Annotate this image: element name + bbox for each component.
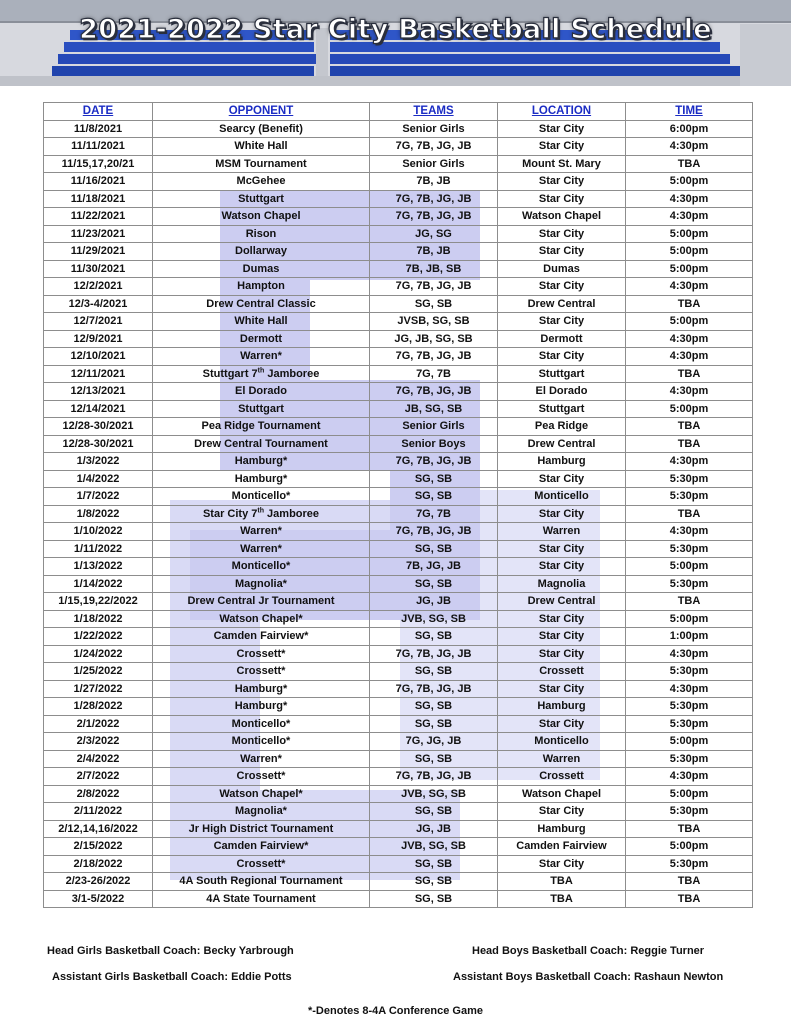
cell-date: 12/7/2021 [44, 313, 153, 331]
cell-date: 12/11/2021 [44, 365, 153, 383]
cell-date: 11/22/2021 [44, 208, 153, 226]
cell-date: 12/3-4/2021 [44, 295, 153, 313]
column-header-teams: TEAMS [370, 103, 498, 121]
cell-date: 1/22/2022 [44, 628, 153, 646]
cell-teams: 7B, JB, SB [370, 260, 498, 278]
table-row [44, 295, 753, 313]
cell-time: 4:30pm [626, 645, 753, 663]
table-row [44, 330, 753, 348]
cell-opponent: Searcy (Benefit) [153, 120, 370, 138]
cell-time: 5:00pm [626, 173, 753, 191]
cell-teams: SG, SB [370, 663, 498, 681]
cell-teams: SG, SB [370, 750, 498, 768]
cell-opponent: Hamburg* [153, 698, 370, 716]
cell-teams: SG, SB [370, 698, 498, 716]
cell-opponent: 4A State Tournament [153, 890, 370, 908]
cell-location: Star City [498, 278, 626, 296]
table-row [44, 785, 753, 803]
table-row [44, 768, 753, 786]
cell-opponent: Crossett* [153, 663, 370, 681]
cell-date: 1/7/2022 [44, 488, 153, 506]
table-row [44, 663, 753, 681]
cell-location: Star City [498, 138, 626, 156]
table-row [44, 243, 753, 261]
cell-location: Hamburg [498, 698, 626, 716]
cell-location: Star City [498, 558, 626, 576]
cell-opponent: Dollarway [153, 243, 370, 261]
table-row [44, 400, 753, 418]
cell-opponent: Monticello* [153, 733, 370, 751]
cell-opponent: Crossett* [153, 645, 370, 663]
cell-location: Star City [498, 190, 626, 208]
cell-date: 2/7/2022 [44, 768, 153, 786]
cell-date: 11/23/2021 [44, 225, 153, 243]
table-row [44, 348, 753, 366]
cell-time: 5:00pm [626, 785, 753, 803]
cell-teams: JB, SG, SB [370, 400, 498, 418]
cell-teams: Senior Girls [370, 120, 498, 138]
cell-time: 4:30pm [626, 208, 753, 226]
cell-teams: SG, SB [370, 890, 498, 908]
cell-date: 12/28-30/2021 [44, 435, 153, 453]
cell-opponent: Hamburg* [153, 470, 370, 488]
cell-teams: SG, SB [370, 575, 498, 593]
cell-teams: SG, SB [370, 803, 498, 821]
cell-time: 5:30pm [626, 750, 753, 768]
cell-location: Magnolia [498, 575, 626, 593]
cell-time: 5:30pm [626, 663, 753, 681]
cell-location: Stuttgart [498, 365, 626, 383]
table-row [44, 698, 753, 716]
table-row [44, 155, 753, 173]
schedule-table-body [44, 120, 753, 908]
cell-opponent: Dumas [153, 260, 370, 278]
cell-opponent: Pea Ridge Tournament [153, 418, 370, 436]
cell-location: Pea Ridge [498, 418, 626, 436]
cell-teams: JG, JB, SG, SB [370, 330, 498, 348]
cell-opponent: Monticello* [153, 488, 370, 506]
cell-teams: SG, SB [370, 540, 498, 558]
cell-opponent [153, 505, 370, 523]
cell-teams: SG, SB [370, 873, 498, 891]
table-row [44, 715, 753, 733]
cell-opponent: Watson Chapel [153, 208, 370, 226]
cell-location: Warren [498, 523, 626, 541]
cell-teams: SG, SB [370, 628, 498, 646]
cell-teams: SG, SB [370, 855, 498, 873]
cell-time: TBA [626, 435, 753, 453]
cell-opponent: Jr High District Tournament [153, 820, 370, 838]
cell-date: 2/15/2022 [44, 838, 153, 856]
cell-time: 5:00pm [626, 610, 753, 628]
cell-date: 12/2/2021 [44, 278, 153, 296]
cell-teams: JG, JB [370, 820, 498, 838]
cell-teams: SG, SB [370, 470, 498, 488]
head-boys-coach: Head Boys Basketball Coach: Reggie Turner [472, 945, 705, 957]
cell-teams: 7G, 7B, JG, JB [370, 523, 498, 541]
cell-location: Star City [498, 313, 626, 331]
cell-opponent: Hamburg* [153, 453, 370, 471]
cell-location: Star City [498, 680, 626, 698]
cell-opponent: Stuttgart [153, 190, 370, 208]
cell-opponent: Drew Central Classic [153, 295, 370, 313]
cell-location: Star City [498, 348, 626, 366]
cell-teams: Senior Girls [370, 418, 498, 436]
cell-date: 11/15,17,20/21 [44, 155, 153, 173]
cell-time: 5:30pm [626, 715, 753, 733]
cell-date: 12/28-30/2021 [44, 418, 153, 436]
cell-time: 5:00pm [626, 225, 753, 243]
cell-opponent: El Dorado [153, 383, 370, 401]
cell-opponent: Warren* [153, 348, 370, 366]
cell-teams: 7G, JG, JB [370, 733, 498, 751]
cell-time: 5:00pm [626, 838, 753, 856]
cell-time: 5:30pm [626, 855, 753, 873]
cell-location: Star City [498, 803, 626, 821]
cell-location: Star City [498, 225, 626, 243]
cell-date: 1/18/2022 [44, 610, 153, 628]
table-row [44, 558, 753, 576]
column-header-date: DATE [44, 103, 153, 121]
cell-opponent [153, 365, 370, 383]
table-row [44, 610, 753, 628]
cell-location: Monticello [498, 488, 626, 506]
cell-teams: 7G, 7B, JG, JB [370, 138, 498, 156]
cell-date: 1/10/2022 [44, 523, 153, 541]
schedule-table [43, 102, 753, 908]
cell-date: 1/24/2022 [44, 645, 153, 663]
cell-date: 2/4/2022 [44, 750, 153, 768]
cell-opponent: Warren* [153, 750, 370, 768]
cell-date: 11/8/2021 [44, 120, 153, 138]
table-row [44, 680, 753, 698]
cell-teams: SG, SB [370, 715, 498, 733]
table-row [44, 890, 753, 908]
table-row [44, 365, 753, 383]
cell-location: Dermott [498, 330, 626, 348]
column-header-location: LOCATION [498, 103, 626, 121]
cell-date: 11/30/2021 [44, 260, 153, 278]
cell-location: Star City [498, 855, 626, 873]
cell-time: 4:30pm [626, 138, 753, 156]
cell-location: Hamburg [498, 453, 626, 471]
opponent-text: Stuttgart 7 [202, 367, 258, 380]
cell-teams: 7G, 7B, JG, JB [370, 383, 498, 401]
cell-time: 5:00pm [626, 313, 753, 331]
cell-location: Crossett [498, 663, 626, 681]
cell-opponent: Magnolia* [153, 803, 370, 821]
cell-date: 3/1-5/2022 [44, 890, 153, 908]
table-row [44, 120, 753, 138]
cell-teams: SG, SB [370, 488, 498, 506]
cell-teams: SG, SB [370, 295, 498, 313]
cell-opponent: Drew Central Jr Tournament [153, 593, 370, 611]
cell-opponent: Camden Fairview* [153, 628, 370, 646]
cell-time: 4:30pm [626, 348, 753, 366]
cell-time: 4:30pm [626, 330, 753, 348]
cell-time: 4:30pm [626, 278, 753, 296]
cell-teams: JG, SG [370, 225, 498, 243]
cell-time: TBA [626, 295, 753, 313]
table-row [44, 733, 753, 751]
table-row [44, 523, 753, 541]
cell-date: 12/13/2021 [44, 383, 153, 401]
table-row [44, 225, 753, 243]
table-row [44, 505, 753, 523]
cell-teams: JVB, SG, SB [370, 838, 498, 856]
table-row [44, 838, 753, 856]
cell-opponent: Hampton [153, 278, 370, 296]
cell-time: 4:30pm [626, 768, 753, 786]
table-row [44, 820, 753, 838]
cell-opponent: Drew Central Tournament [153, 435, 370, 453]
cell-location: Crossett [498, 768, 626, 786]
cell-date: 1/14/2022 [44, 575, 153, 593]
cell-date: 11/29/2021 [44, 243, 153, 261]
cell-location: TBA [498, 873, 626, 891]
cell-opponent: Watson Chapel* [153, 610, 370, 628]
cell-opponent: Camden Fairview* [153, 838, 370, 856]
cell-opponent: Monticello* [153, 715, 370, 733]
cell-date: 2/18/2022 [44, 855, 153, 873]
cell-time: 4:30pm [626, 383, 753, 401]
cell-location: El Dorado [498, 383, 626, 401]
table-row [44, 628, 753, 646]
cell-teams: 7G, 7B, JG, JB [370, 768, 498, 786]
cell-time: TBA [626, 593, 753, 611]
cell-time: 1:00pm [626, 628, 753, 646]
cell-opponent: Watson Chapel* [153, 785, 370, 803]
cell-date: 11/16/2021 [44, 173, 153, 191]
cell-location: Monticello [498, 733, 626, 751]
cell-date: 1/15,19,22/2022 [44, 593, 153, 611]
cell-location: Star City [498, 470, 626, 488]
cell-teams: JVB, SG, SB [370, 610, 498, 628]
cell-opponent: Magnolia* [153, 575, 370, 593]
cell-opponent: McGehee [153, 173, 370, 191]
cell-date: 1/11/2022 [44, 540, 153, 558]
page-title: 2021-2022 Star City Basketball Schedule [79, 14, 712, 45]
cell-location: Star City [498, 505, 626, 523]
cell-opponent: Warren* [153, 540, 370, 558]
cell-opponent: White Hall [153, 313, 370, 331]
table-row [44, 313, 753, 331]
table-row [44, 260, 753, 278]
cell-teams: 7G, 7B, JG, JB [370, 453, 498, 471]
ordinal-suffix: th [257, 367, 265, 375]
cell-teams: 7G, 7B, JG, JB [370, 348, 498, 366]
cell-time: 4:30pm [626, 680, 753, 698]
cell-teams: JG, JB [370, 593, 498, 611]
cell-date: 2/1/2022 [44, 715, 153, 733]
cell-date: 1/13/2022 [44, 558, 153, 576]
cell-location: Stuttgart [498, 400, 626, 418]
cell-date: 11/18/2021 [44, 190, 153, 208]
cell-location: Star City [498, 173, 626, 191]
opponent-text-tail: Jamboree [264, 507, 320, 520]
cell-teams: 7G, 7B, JG, JB [370, 645, 498, 663]
cell-opponent: Warren* [153, 523, 370, 541]
cell-time: 6:00pm [626, 120, 753, 138]
cell-date: 12/14/2021 [44, 400, 153, 418]
table-row [44, 803, 753, 821]
table-row [44, 190, 753, 208]
cell-location: Star City [498, 610, 626, 628]
cell-location: Star City [498, 243, 626, 261]
cell-opponent: Stuttgart [153, 400, 370, 418]
cell-teams: 7G, 7B [370, 505, 498, 523]
head-girls-coach: Head Girls Basketball Coach: Becky Yarbrough [47, 945, 294, 957]
cell-date: 1/3/2022 [44, 453, 153, 471]
cell-time: 5:00pm [626, 243, 753, 261]
cell-location: Drew Central [498, 593, 626, 611]
cell-teams: Senior Girls [370, 155, 498, 173]
cell-time: 5:00pm [626, 260, 753, 278]
assistant-boys-coach: Assistant Boys Basketball Coach: Rashaun Newton [453, 971, 724, 983]
table-row [44, 470, 753, 488]
cell-location: Warren [498, 750, 626, 768]
cell-opponent: 4A South Regional Tournament [153, 873, 370, 891]
table-row [44, 873, 753, 891]
cell-time: TBA [626, 418, 753, 436]
cell-location: Star City [498, 715, 626, 733]
cell-teams: 7B, JG, JB [370, 558, 498, 576]
cell-opponent: Monticello* [153, 558, 370, 576]
cell-location: Camden Fairview [498, 838, 626, 856]
assistant-girls-coach: Assistant Girls Basketball Coach: Eddie Potts [52, 971, 292, 983]
cell-location: Drew Central [498, 435, 626, 453]
table-row [44, 575, 753, 593]
cell-date: 1/4/2022 [44, 470, 153, 488]
cell-date: 1/28/2022 [44, 698, 153, 716]
opponent-text: Star City 7 [202, 507, 258, 520]
cell-teams: 7G, 7B, JG, JB [370, 680, 498, 698]
cell-opponent: MSM Tournament [153, 155, 370, 173]
cell-location: Dumas [498, 260, 626, 278]
cell-location: Hamburg [498, 820, 626, 838]
cell-opponent: Crossett* [153, 855, 370, 873]
table-row [44, 488, 753, 506]
cell-teams: 7G, 7B, JG, JB [370, 278, 498, 296]
cell-date: 2/23-26/2022 [44, 873, 153, 891]
cell-time: 5:30pm [626, 803, 753, 821]
cell-date: 11/11/2021 [44, 138, 153, 156]
table-row [44, 418, 753, 436]
cell-teams: 7G, 7B, JG, JB [370, 190, 498, 208]
cell-date: 12/9/2021 [44, 330, 153, 348]
table-row [44, 138, 753, 156]
cell-time: TBA [626, 155, 753, 173]
cell-date: 12/10/2021 [44, 348, 153, 366]
cell-location: Mount St. Mary [498, 155, 626, 173]
cell-time: TBA [626, 890, 753, 908]
column-header-opponent: OPPONENT [153, 103, 370, 121]
cell-opponent: Hamburg* [153, 680, 370, 698]
opponent-text-tail: Jamboree [264, 367, 320, 380]
cell-date: 1/27/2022 [44, 680, 153, 698]
table-header-row [44, 103, 753, 121]
table-row [44, 750, 753, 768]
cell-teams: 7B, JB [370, 243, 498, 261]
cell-time: 4:30pm [626, 190, 753, 208]
table-row [44, 435, 753, 453]
cell-opponent: White Hall [153, 138, 370, 156]
table-row [44, 540, 753, 558]
cell-time: 5:30pm [626, 698, 753, 716]
table-row [44, 208, 753, 226]
cell-date: 1/8/2022 [44, 505, 153, 523]
cell-time: 5:00pm [626, 558, 753, 576]
cell-time: 5:30pm [626, 470, 753, 488]
table-row [44, 855, 753, 873]
cell-location: Star City [498, 120, 626, 138]
cell-location: Watson Chapel [498, 208, 626, 226]
cell-location: Drew Central [498, 295, 626, 313]
banner [0, 0, 791, 86]
cell-opponent: Crossett* [153, 768, 370, 786]
table-row [44, 453, 753, 471]
cell-teams: JVB, SG, SB [370, 785, 498, 803]
table-row [44, 173, 753, 191]
cell-time: TBA [626, 365, 753, 383]
cell-date: 2/8/2022 [44, 785, 153, 803]
cell-teams: 7G, 7B, JG, JB [370, 208, 498, 226]
cell-time: 5:00pm [626, 400, 753, 418]
cell-opponent: Dermott [153, 330, 370, 348]
cell-location: Star City [498, 628, 626, 646]
cell-teams: 7B, JB [370, 173, 498, 191]
cell-location: Watson Chapel [498, 785, 626, 803]
cell-time: 5:30pm [626, 488, 753, 506]
ordinal-suffix: th [257, 507, 264, 515]
cell-time: 4:30pm [626, 523, 753, 541]
cell-location: Star City [498, 645, 626, 663]
cell-time: TBA [626, 505, 753, 523]
table-row [44, 593, 753, 611]
cell-time: 5:30pm [626, 540, 753, 558]
conference-game-footnote: *-Denotes 8-4A Conference Game [307, 1005, 484, 1017]
table-row [44, 645, 753, 663]
cell-time: TBA [626, 820, 753, 838]
cell-opponent: Rison [153, 225, 370, 243]
table-row [44, 278, 753, 296]
cell-date: 2/11/2022 [44, 803, 153, 821]
cell-time: 4:30pm [626, 453, 753, 471]
column-header-time: TIME [626, 103, 753, 121]
cell-time: 5:00pm [626, 733, 753, 751]
cell-time: TBA [626, 873, 753, 891]
cell-date: 2/12,14,16/2022 [44, 820, 153, 838]
cell-location: TBA [498, 890, 626, 908]
cell-time: 5:30pm [626, 575, 753, 593]
cell-location: Star City [498, 540, 626, 558]
cell-teams: JVSB, SG, SB [370, 313, 498, 331]
cell-teams: 7G, 7B [370, 365, 498, 383]
cell-date: 1/25/2022 [44, 663, 153, 681]
cell-teams: Senior Boys [370, 435, 498, 453]
cell-date: 2/3/2022 [44, 733, 153, 751]
table-row [44, 383, 753, 401]
